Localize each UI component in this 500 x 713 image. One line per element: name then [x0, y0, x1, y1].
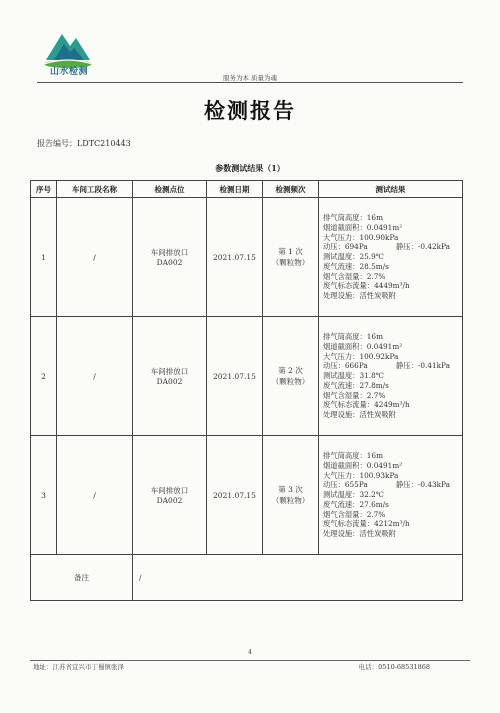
result-line: 排气筒高度：16m [323, 451, 383, 461]
location-name: 车间排放口 [150, 248, 189, 257]
header-results: 测试结果 [319, 181, 463, 198]
table-row [31, 198, 463, 317]
row-frequency [263, 317, 319, 436]
frequency-count: 第 2 次 [278, 366, 303, 375]
footer-phone: 电话：0510-68531868 [358, 663, 430, 671]
result-line: 测试温度：32.2℃ [323, 490, 384, 500]
row-workshop: / [57, 436, 133, 555]
frequency-pollutant: （颗粒物） [271, 496, 310, 505]
header-divider [37, 82, 463, 83]
result-line-pair [323, 480, 460, 490]
row-workshop: / [57, 198, 133, 317]
result-line: 废气标态流量：4449m³/h [323, 281, 410, 291]
result-line: 烟气含湿量：2.7% [323, 509, 386, 519]
row-index: 2 [31, 317, 57, 436]
header-workshop: 车间工段名称 [57, 181, 133, 198]
table-header-row [31, 181, 463, 198]
result-line: 废气流速：28.5m/s [323, 261, 389, 271]
result-line: 废气流速：27.6m/s [323, 499, 389, 509]
location-code: DA002 [156, 258, 183, 267]
row-location [133, 198, 207, 317]
document-title: 检测报告 [204, 98, 296, 123]
result-line-pair [323, 361, 460, 371]
result-line: 测试温度：25.9℃ [323, 252, 384, 262]
result-line: 废气标态流量：4249m³/h [323, 400, 410, 410]
location-code: DA002 [156, 496, 183, 505]
table-title: 参数测试结果（1） [215, 163, 285, 173]
result-text: 动压：666Pa [323, 361, 368, 371]
result-line: 排气筒高度：16m [323, 213, 383, 223]
frequency-count: 第 1 次 [278, 247, 303, 256]
frequency-count: 第 3 次 [278, 485, 303, 494]
result-extra: 静压：-0.42kPa [396, 242, 450, 252]
header-date: 检测日期 [207, 181, 263, 198]
result-line: 废气流速：27.8m/s [323, 380, 389, 390]
row-results [319, 198, 463, 317]
row-location [133, 317, 207, 436]
frequency-pollutant: （颗粒物） [271, 377, 310, 386]
result-line: 烟道截面积：0.0491m² [323, 461, 403, 471]
result-line: 烟道截面积：0.0491m² [323, 223, 403, 233]
remarks-label: 备注 [31, 555, 133, 601]
row-date: 2021.07.15 [207, 317, 263, 436]
location-code: DA002 [156, 377, 183, 386]
result-line: 测试温度：31.8℃ [323, 371, 384, 381]
row-date: 2021.07.15 [207, 198, 263, 317]
frequency-pollutant: （颗粒物） [271, 258, 310, 267]
result-line: 处理设施：活性炭吸附 [323, 528, 396, 538]
row-frequency [263, 198, 319, 317]
row-index: 3 [31, 436, 57, 555]
table-row [31, 436, 463, 555]
company-tagline: 服务为本 质量为魂 [222, 74, 278, 82]
company-name: 山水检测 [49, 67, 88, 77]
footer-address: 地址：江苏省宜兴市丁蜀镇张泽 [33, 663, 124, 671]
row-results [319, 317, 463, 436]
result-line: 烟气含湿量：2.7% [323, 271, 386, 281]
location-name: 车间排放口 [150, 367, 189, 376]
result-line: 大气压力：100.93kPa [323, 470, 399, 480]
table-row [31, 317, 463, 436]
remarks-row [31, 555, 463, 601]
row-workshop: / [57, 317, 133, 436]
row-location [133, 436, 207, 555]
row-results [319, 436, 463, 555]
row-date: 2021.07.15 [207, 436, 263, 555]
result-line: 大气压力：100.92kPa [323, 351, 399, 361]
result-line: 废气标态流量：4212m³/h [323, 519, 410, 529]
report-number: 报告编号：LDTC210443 [37, 139, 131, 148]
result-line: 烟气含湿量：2.7% [323, 390, 386, 400]
header-location: 检测点位 [133, 181, 207, 198]
footer-divider [30, 660, 470, 661]
result-line: 大气压力：100.90kPa [323, 232, 399, 242]
results-table [30, 180, 463, 601]
row-frequency [263, 436, 319, 555]
result-extra: 静压：-0.43kPa [396, 480, 450, 490]
header-index: 序号 [31, 181, 57, 198]
result-line-pair [323, 242, 460, 252]
location-name: 车间排放口 [150, 486, 189, 495]
remarks-value: / [133, 555, 463, 601]
result-line: 排气筒高度：16m [323, 332, 383, 342]
result-line: 烟道截面积：0.0491m² [323, 342, 403, 352]
page-number: 4 [247, 648, 253, 656]
result-line: 处理设施：活性炭吸附 [323, 290, 396, 300]
result-text: 动压：655Pa [323, 480, 368, 490]
result-extra: 静压：-0.41kPa [396, 361, 450, 371]
row-index: 1 [31, 198, 57, 317]
result-line: 处理设施：活性炭吸附 [323, 409, 396, 419]
header-frequency: 检测频次 [263, 181, 319, 198]
result-text: 动压：694Pa [323, 242, 368, 252]
